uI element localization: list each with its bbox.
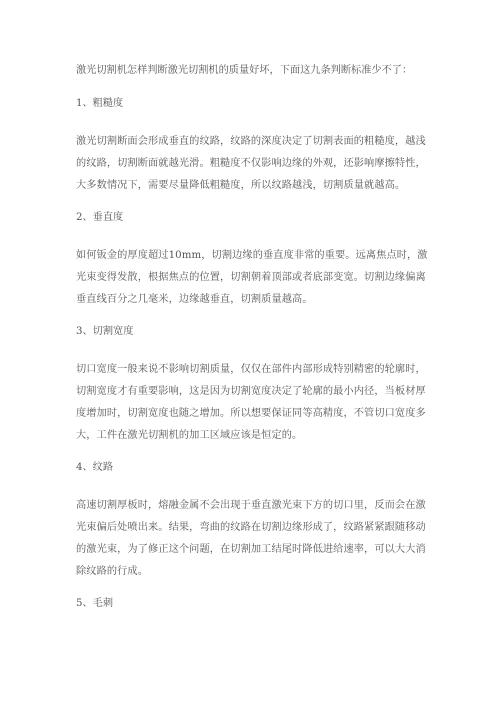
paragraph-line: 激光切割断面会形成垂直的纹路，纹路的深度决定了切割表面的粗糙度，越浅	[76, 136, 426, 147]
section-heading-striation: 4、纹路	[76, 462, 114, 473]
paragraph-line: 大，工件在激光切割机的加工区域应该是恒定的。	[76, 430, 303, 441]
section-heading-cut-width: 3、切割宽度	[76, 326, 134, 337]
intro-paragraph: 激光切割机怎样判断激光切割机的质量好坏，下面这九条判断标准少不了：	[76, 65, 413, 76]
paragraph-line: 切割宽度才有重要影响，这是因为切割宽度决定了轮廓的最小内径，当板材厚	[76, 386, 426, 397]
paragraph-line: 除纹路的行成。	[76, 566, 149, 577]
paragraph-line: 如何钣金的厚度超过10mm，切割边缘的垂直度非常的重要。远离焦点时，激	[76, 250, 428, 261]
section-heading-perpendicularity: 2、垂直度	[76, 212, 124, 223]
section-body-striation	[76, 495, 426, 583]
paragraph-line: 高速切割厚板时，熔融金属不会出现于垂直激光束下方的切口里，反而会在激	[76, 500, 426, 511]
section-body-cut-width	[76, 359, 426, 447]
section-body-perpendicularity	[76, 245, 426, 311]
paragraph-line: 垂直线百分之几毫米，边缘越垂直，切割质量越高。	[76, 294, 313, 305]
section-heading-burr: 5、毛刺	[76, 598, 114, 609]
paragraph-line: 度增加时，切割宽度也随之增加。所以想要保证同等高精度，不管切口宽度多	[76, 408, 426, 419]
section-heading-roughness: 1、粗糙度	[76, 98, 124, 109]
paragraph-line: 的纹路，切割断面就越光滑。粗糙度不仅影响边缘的外观，还影响摩擦特性，	[76, 158, 426, 169]
paragraph-line: 大多数情况下，需要尽量降低粗糙度，所以纹路越浅，切割质量就越高。	[76, 180, 406, 191]
paragraph-line: 光束变得发散，根据焦点的位置，切割朝着顶部或者底部变宽。切割边缘偏离	[76, 272, 426, 283]
section-body-roughness	[76, 131, 426, 197]
paragraph-line: 光束偏后处喷出来。结果，弯曲的纹路在切割边缘形成了，纹路紧紧跟随移动	[76, 522, 426, 533]
paragraph-line: 切口宽度一般来说不影响切割质量，仅仅在部件内部形成特别精密的轮廓时，	[76, 364, 426, 375]
paragraph-line: 的激光束，为了修正这个问题，在切割加工结尾时降低进给速率，可以大大消	[76, 544, 426, 555]
